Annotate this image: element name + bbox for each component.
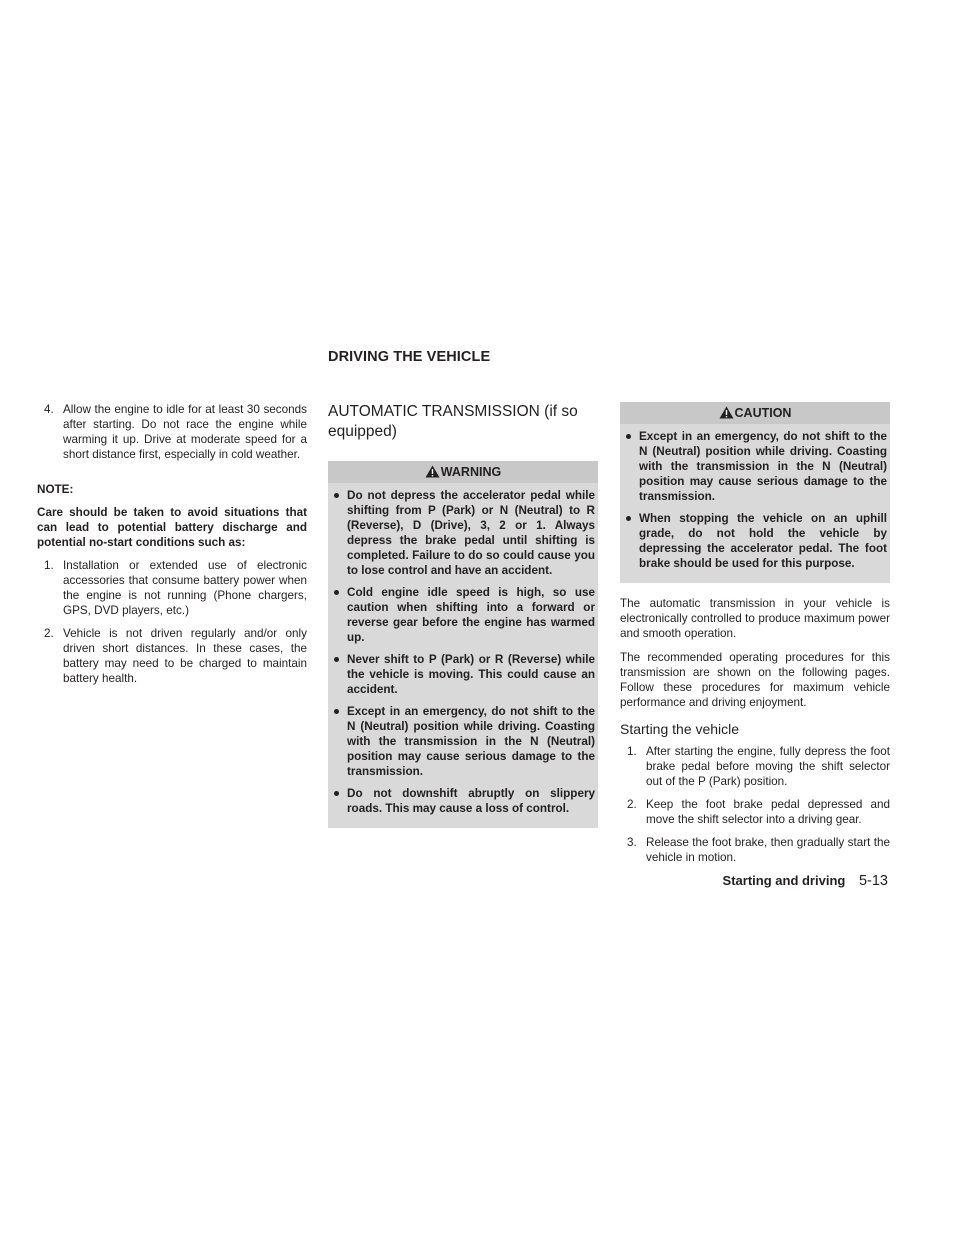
warning-header — [328, 461, 598, 483]
warning-item — [328, 585, 598, 645]
starting-step — [620, 744, 890, 789]
bullet-icon — [334, 590, 339, 595]
warning-text: Do not depress the accelerator pedal while shifting from P (Park) or N (Neutral) to R (Reverse), D (Drive), 3, 2 or 1. Always depress the brake pedal until shifting is completed. Failure to do so could cause you to lose control and have an accident. — [347, 489, 595, 577]
list-text: After starting the engine, fully depress the foot brake pedal before moving the shift selector out of the P (Park) position. — [646, 745, 890, 788]
note-heading: NOTE: — [37, 483, 74, 496]
right-column — [620, 402, 890, 873]
list-number: 1. — [44, 559, 54, 572]
list-text: Vehicle is not driven regularly and/or only driven short distances. In these cases, the battery may need to be charged to maintain battery health. — [63, 627, 307, 685]
note-body: Care should be taken to avoid situations that can lead to potential battery discharge and potential no-start conditions such as: — [37, 506, 307, 549]
warning-item — [328, 652, 598, 697]
warning-triangle-icon — [719, 406, 734, 419]
list-item-4 — [37, 402, 307, 462]
caution-text: Except in an emergency, do not shift to the N (Neutral) position while driving. Coasting with the transmission in the N (Neutral) position may cause serious damage to the transmission. — [639, 430, 887, 503]
caution-item — [620, 511, 890, 571]
list-number: 3. — [627, 836, 637, 849]
warning-text: Do not downshift abruptly on slippery roads. This may cause a loss of control. — [347, 787, 595, 815]
warning-triangle-icon — [425, 465, 440, 478]
note-list-item — [37, 626, 307, 686]
bullet-icon — [626, 516, 631, 521]
warning-item — [328, 488, 598, 578]
page-number: 5-13 — [858, 873, 888, 889]
starting-step — [620, 797, 890, 827]
list-number: 1. — [627, 745, 637, 758]
bullet-icon — [334, 709, 339, 714]
list-text: Allow the engine to idle for at least 30 seconds after starting. Do not race the engine while warming it up. Drive at moderate speed for a short distance first, especially in cold weather. — [63, 403, 307, 461]
transmission-heading: AUTOMATIC TRANSMISSION (if so equipped) — [328, 403, 578, 440]
bullet-icon — [626, 434, 631, 439]
section-title: DRIVING THE VEHICLE — [328, 349, 491, 365]
warning-item — [328, 704, 598, 779]
list-number: 2. — [627, 798, 637, 811]
warning-label: WARNING — [440, 465, 502, 479]
warning-text: Cold engine idle speed is high, so use caution when shifting into a forward or reverse gear before the engine has warmed up. — [347, 586, 595, 644]
bullet-icon — [334, 791, 339, 796]
middle-column — [328, 402, 598, 828]
warning-text: Never shift to P (Park) or R (Reverse) while the vehicle is moving. This could cause an accident. — [347, 653, 595, 696]
warning-item — [328, 786, 598, 816]
list-text: Release the foot brake, then gradually start the vehicle in motion. — [646, 836, 890, 864]
paragraph: The automatic transmission in your vehicle is electronically controlled to produce maximum power and smooth operation. — [620, 597, 890, 640]
list-number: 2. — [44, 627, 54, 640]
page-footer — [723, 873, 888, 889]
caution-header — [620, 402, 890, 424]
caution-box — [620, 402, 890, 583]
warning-box — [328, 461, 598, 828]
footer-section-name: Starting and driving — [722, 873, 846, 888]
caution-item — [620, 429, 890, 504]
bullet-icon — [334, 493, 339, 498]
warning-text: Except in an emergency, do not shift to the N (Neutral) position while driving. Coasting with the transmission in the N (Neutral) position may cause serious damage to the transmission. — [347, 705, 595, 778]
left-column — [37, 402, 307, 694]
list-text: Keep the foot brake pedal depressed and move the shift selector into a driving gear. — [646, 798, 890, 826]
list-number: 4. — [44, 403, 54, 416]
caution-text: When stopping the vehicle on an uphill grade, do not hold the vehicle by depressing the accelerator pedal. The foot brake should be used for this purpose. — [639, 512, 887, 570]
starting-heading: Starting the vehicle — [620, 721, 740, 737]
starting-step — [620, 835, 890, 865]
paragraph: The recommended operating procedures for this transmission are shown on the following pages. Follow these procedures for maximum vehicle performance and driving enjoyment. — [620, 651, 890, 709]
note-list-item — [37, 558, 307, 618]
caution-label: CAUTION — [734, 406, 792, 420]
bullet-icon — [334, 657, 339, 662]
list-text: Installation or extended use of electronic accessories that consume battery power when the engine is not running (Phone chargers, GPS, DVD players, etc.) — [63, 559, 307, 617]
